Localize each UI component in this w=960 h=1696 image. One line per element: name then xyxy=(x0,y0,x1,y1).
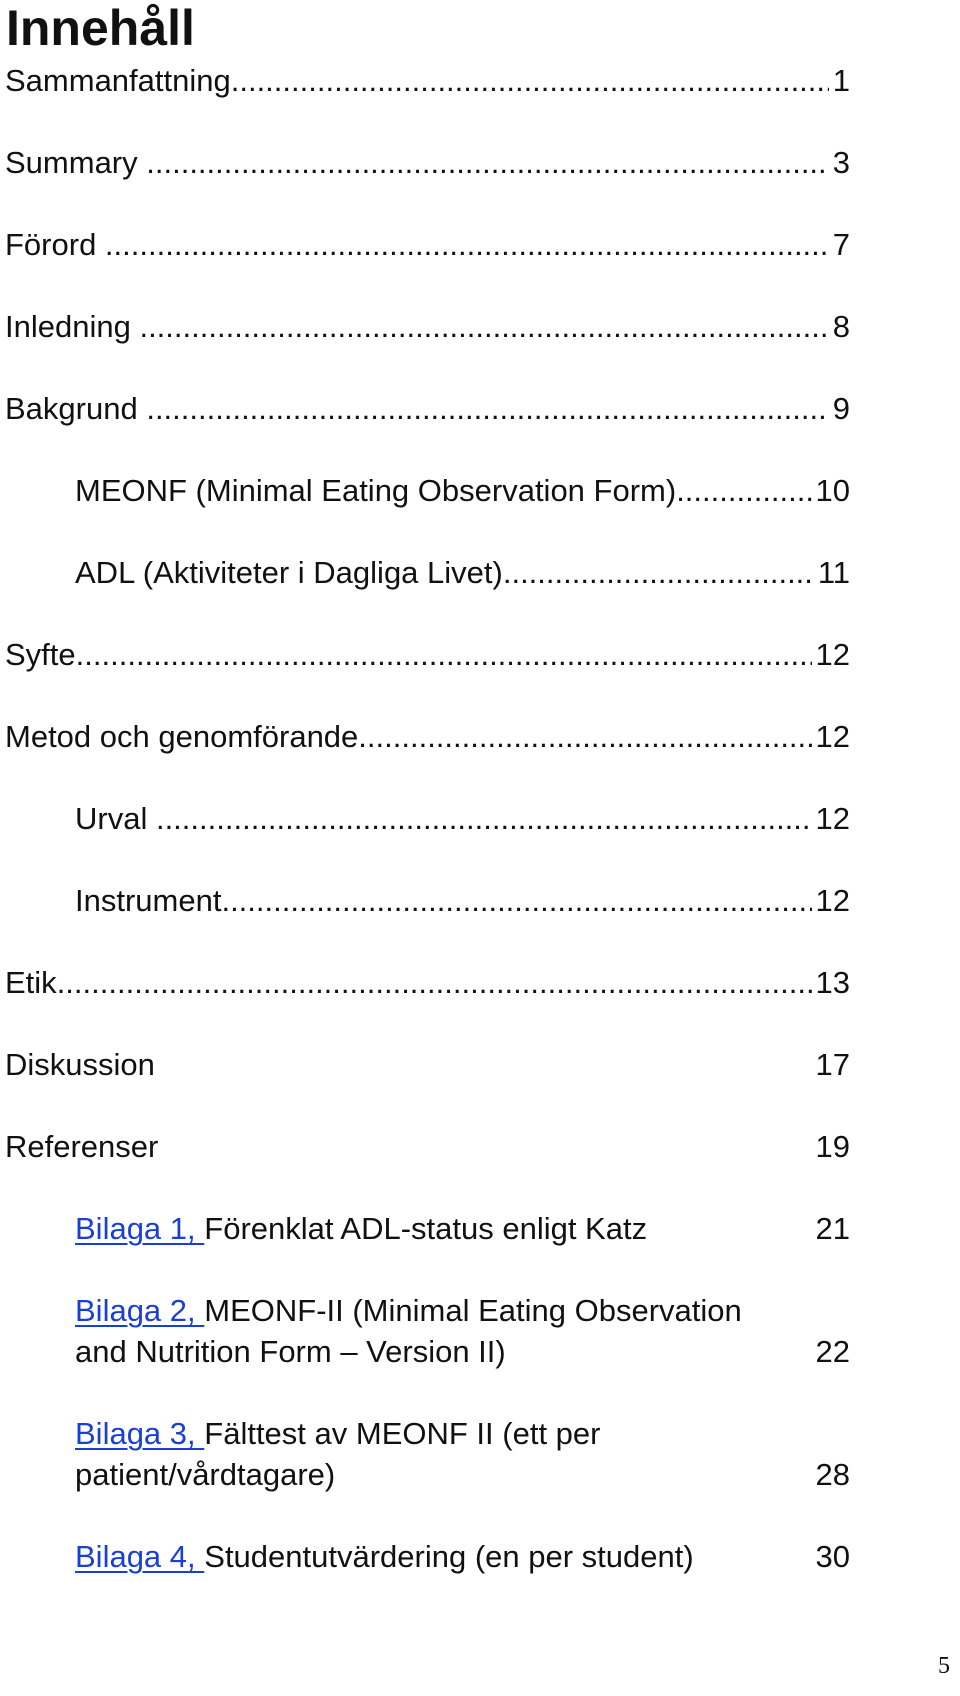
toc-page-number: 10 xyxy=(815,473,850,508)
toc-page-number: 12 xyxy=(815,637,850,672)
toc-entry-title: Metod och genomförande xyxy=(5,719,359,754)
toc-page-number: 3 xyxy=(832,145,850,180)
toc-entry-urval[interactable] xyxy=(75,798,850,839)
toc-appendix-4 xyxy=(75,1536,850,1577)
toc-page-number: 22 xyxy=(815,1334,850,1369)
appendix-title: MEONF-II (Minimal Eating Observation and Nutrition Form – Version II) xyxy=(75,1293,742,1369)
page-title: Innehåll xyxy=(6,0,195,56)
toc-page-number: 7 xyxy=(832,227,850,262)
appendix-text xyxy=(75,1413,715,1495)
toc-entry-title: ADL (Aktiviteter i Dagliga Livet) xyxy=(75,555,503,590)
toc-entry-title: Urval xyxy=(75,801,156,836)
toc-dot-leader xyxy=(76,634,812,675)
toc-entry-sammanfattning[interactable] xyxy=(5,60,850,101)
toc-page-number: 12 xyxy=(815,801,850,836)
toc-entry-title: Referenser xyxy=(5,1129,159,1164)
toc-entry-title: MEONF (Minimal Eating Observation Form) xyxy=(75,473,677,508)
toc-entry-title: Diskussion xyxy=(5,1047,155,1082)
toc-appendix-3 xyxy=(75,1413,850,1495)
toc-entry-forord[interactable] xyxy=(5,224,850,265)
toc-page-number: 12 xyxy=(815,883,850,918)
appendix-title: Förenklat ADL-status enligt Katz xyxy=(204,1211,648,1246)
toc-page-number: 1 xyxy=(832,63,850,98)
toc-dot-leader xyxy=(156,798,812,839)
toc-entry-instrument[interactable] xyxy=(75,880,850,921)
toc-entry-title: Förord xyxy=(5,227,105,262)
toc-page-number: 11 xyxy=(817,555,850,590)
toc-entry-referenser[interactable] xyxy=(5,1126,850,1167)
toc-entry-title: Sammanfattning xyxy=(5,63,231,98)
appendix-link[interactable]: Bilaga 3, xyxy=(75,1416,205,1451)
appendix-link[interactable]: Bilaga 2, xyxy=(75,1293,205,1328)
toc-dot-leader xyxy=(146,388,828,429)
toc-page-number: 13 xyxy=(815,965,850,1000)
toc-entry-metod[interactable] xyxy=(5,716,850,757)
toc-entry-title: Bakgrund xyxy=(5,391,147,426)
toc-entry-inledning[interactable] xyxy=(5,306,850,347)
appendix-text xyxy=(75,1290,795,1372)
toc-entry-syfte[interactable] xyxy=(5,634,850,675)
toc-dot-leader xyxy=(503,552,814,593)
toc-page-number: 21 xyxy=(815,1211,850,1246)
toc-entry-title: Etik xyxy=(5,965,57,1000)
toc-entry-title: Inledning xyxy=(5,309,140,344)
appendix-text xyxy=(75,1208,775,1249)
toc-entry-title: Summary xyxy=(5,145,147,180)
toc-dot-leader xyxy=(231,60,829,101)
appendix-text xyxy=(75,1536,795,1577)
toc-entry-meonf[interactable] xyxy=(75,470,850,511)
appendix-title: Fälttest av MEONF II (ett per patient/vårdtagare) xyxy=(75,1416,601,1492)
toc-entry-title: Instrument xyxy=(75,883,222,918)
page-number: 5 xyxy=(938,1653,950,1679)
toc-page-number: 12 xyxy=(815,719,850,754)
toc-dot-leader xyxy=(676,470,811,511)
toc-entry-etik[interactable] xyxy=(5,962,850,1003)
toc-page-number: 8 xyxy=(832,309,850,344)
toc-entry-adl[interactable] xyxy=(75,552,850,593)
toc-dot-leader xyxy=(57,962,812,1003)
toc-dot-leader xyxy=(146,142,829,183)
toc-page-number: 28 xyxy=(815,1457,850,1492)
appendix-link[interactable]: Bilaga 4, xyxy=(75,1539,205,1574)
toc-entry-title: Syfte xyxy=(5,637,76,672)
toc-dot-leader xyxy=(221,880,811,921)
toc-page-number: 17 xyxy=(815,1047,850,1082)
toc-appendix-1 xyxy=(75,1208,850,1249)
toc-dot-leader xyxy=(358,716,811,757)
toc-page-number: 19 xyxy=(815,1129,850,1164)
toc-page-number: 30 xyxy=(815,1539,850,1574)
toc-entry-diskussion[interactable] xyxy=(5,1044,850,1085)
toc-dot-leader xyxy=(105,224,829,265)
toc-entry-summary[interactable] xyxy=(5,142,850,183)
appendix-title: Studentutvärdering (en per student) xyxy=(204,1539,694,1574)
toc-page-number: 9 xyxy=(832,391,850,426)
toc-entry-bakgrund[interactable] xyxy=(5,388,850,429)
toc-appendix-2 xyxy=(75,1290,850,1372)
appendix-link[interactable]: Bilaga 1, xyxy=(75,1211,205,1246)
toc-dot-leader xyxy=(139,306,828,347)
